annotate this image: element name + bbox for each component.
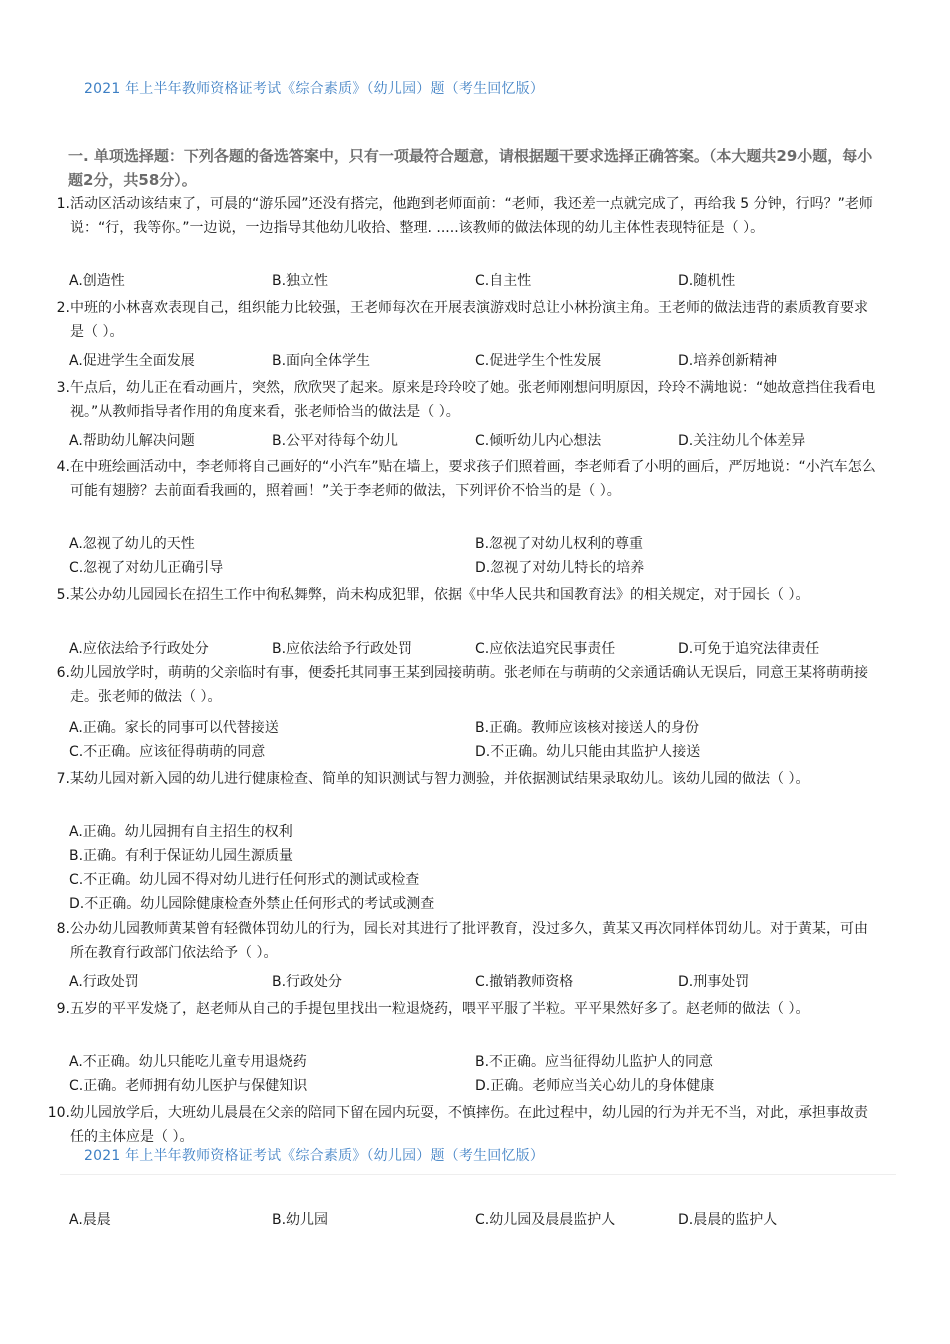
option-a[interactable]: A.忽视了幼儿的天性	[69, 536, 195, 552]
question-8	[52, 918, 878, 965]
option-b[interactable]: B.独立性	[272, 273, 329, 289]
question-number: 1.	[56, 196, 70, 212]
page-divider	[60, 1174, 896, 1175]
question-stem: 幼儿园放学后，大班幼儿晨晨在父亲的陪同下留在园内玩耍，不慎摔伤。在此过程中，幼儿园的行为并无不当，对此，承担事故责任的主体应是（ ）。	[70, 1105, 868, 1145]
question-4	[52, 456, 878, 503]
option-a[interactable]: A.正确。家长的同事可以代替接送	[69, 720, 279, 736]
question-3	[52, 377, 878, 424]
option-b[interactable]: B.公平对待每个幼儿	[272, 433, 399, 449]
option-d[interactable]: D.关注幼儿个体差异	[678, 433, 806, 449]
question-stem: 午点后，幼儿正在看动画片，突然，欣欣哭了起来。原来是玲玲咬了她。张老师刚想问明原因，玲玲不满地说：“她故意挡住我看电视。”从教师指导者作用的角度来看，张老师恰当的做法是（ ）。	[70, 380, 876, 420]
option-d[interactable]: D.培养创新精神	[678, 353, 778, 369]
option-c[interactable]: C.不正确。应该征得萌萌的同意	[69, 744, 266, 760]
option-a[interactable]: A.不正确。幼儿只能吃儿童专用退烧药	[69, 1054, 307, 1070]
question-number: 6.	[56, 665, 70, 681]
question-6	[52, 662, 878, 709]
option-b[interactable]: B.不正确。应当征得幼儿监护人的同意	[475, 1054, 714, 1070]
question-number: 10.	[47, 1105, 70, 1121]
option-d[interactable]: D.正确。老师应当关心幼儿的身体健康	[475, 1078, 715, 1094]
question-stem: 某公办幼儿园园长在招生工作中徇私舞弊，尚未构成犯罪，依据《中华人民共和国教育法》的相关规定，对于园长（ ）。	[70, 587, 810, 603]
option-a[interactable]: A.行政处罚	[69, 974, 139, 990]
option-c[interactable]: C.促进学生个性发展	[475, 353, 602, 369]
option-c[interactable]: C.倾听幼儿内心想法	[475, 433, 602, 449]
option-d[interactable]: D.不正确。幼儿园除健康检查外禁止任何形式的考试或测查	[69, 896, 435, 912]
option-c[interactable]: C.正确。老师拥有幼儿医护与保健知识	[69, 1078, 308, 1094]
question-stem: 公办幼儿园教师黄某曾有轻微体罚幼儿的行为，园长对其进行了批评教育，没过多久，黄某又再次同样体罚幼儿。对于黄某，可由所在教育行政部门依法给予（ ）。	[70, 921, 868, 961]
option-a[interactable]: A.应依法给予行政处分	[69, 641, 209, 657]
question-number: 8.	[56, 921, 70, 937]
option-a[interactable]: A.促进学生全面发展	[69, 353, 195, 369]
option-d[interactable]: D.晨晨的监护人	[678, 1212, 778, 1228]
question-number: 5.	[56, 587, 70, 603]
option-d[interactable]: D.随机性	[678, 273, 736, 289]
question-number: 4.	[56, 459, 70, 475]
question-stem: 某幼儿园对新入园的幼儿进行健康检查、简单的知识测试与智力测验，并依据测试结果录取幼儿。该幼儿园的做法（ ）。	[70, 771, 810, 787]
option-c[interactable]: C.应依法追究民事责任	[475, 641, 616, 657]
option-c[interactable]: C.不正确。幼儿园不得对幼儿进行任何形式的测试或检查	[69, 872, 420, 888]
question-stem: 五岁的平平发烧了，赵老师从自己的手提包里找出一粒退烧药，喂平平服了半粒。平平果然好多了。赵老师的做法（ ）。	[70, 1001, 810, 1017]
option-b[interactable]: B.忽视了对幼儿权利的尊重	[475, 536, 644, 552]
option-b[interactable]: B.行政处分	[272, 974, 343, 990]
question-stem: 活动区活动该结束了，可晨的“游乐园”还没有搭完，他跑到老师面前：“老师，我还差一点就完成了，再给我 5 分钟，行吗？”老师说：“行，我等你。”一边说，一边指导其他幼儿收拾、整理. .....该教师的做法体现的幼儿主体性表现特征是（ ）。	[70, 196, 873, 236]
question-5	[52, 584, 878, 608]
option-b[interactable]: B.面向全体学生	[272, 353, 371, 369]
option-d[interactable]: D.可免于追究法律责任	[678, 641, 820, 657]
question-number: 2.	[56, 300, 70, 316]
question-stem: 在中班绘画活动中，李老师将自己画好的“小汽车”贴在墙上，要求孩子们照着画，李老师看了小明的画后，严厉地说：“小汽车怎么可能有翅膀？去前面看我画的，照着画！”关于李老师的做法，下列评价不恰当的是（ ）。	[70, 459, 876, 499]
question-number: 9.	[56, 1001, 70, 1017]
option-d[interactable]: D.刑事处罚	[678, 974, 750, 990]
option-a[interactable]: A.帮助幼儿解决问题	[69, 433, 195, 449]
option-c[interactable]: C.忽视了对幼儿正确引导	[69, 560, 224, 576]
question-9	[52, 998, 878, 1022]
question-2	[52, 297, 878, 344]
page-header: 2021 年上半年教师资格证考试《综合素质》（幼儿园）题（考生回忆版）	[84, 81, 545, 97]
option-c[interactable]: C.撤销教师资格	[475, 974, 574, 990]
option-c[interactable]: C.自主性	[475, 273, 532, 289]
option-b[interactable]: B.幼儿园	[272, 1212, 329, 1228]
option-d[interactable]: D.不正确。幼儿只能由其监护人接送	[475, 744, 701, 760]
question-number: 3.	[56, 380, 70, 396]
option-c[interactable]: C.幼儿园及晨晨监护人	[475, 1212, 616, 1228]
option-d[interactable]: D.忽视了对幼儿特长的培养	[475, 560, 645, 576]
question-stem: 幼儿园放学时，萌萌的父亲临时有事，便委托其同事王某到园接萌萌。张老师在与萌萌的父亲通话确认无误后，同意王某将萌萌接走。张老师的做法（ ）。	[70, 665, 868, 705]
question-stem: 中班的小林喜欢表现自己，组织能力比较强，王老师每次在开展表演游戏时总让小林扮演主角。王老师的做法违背的素质教育要求是（ ）。	[70, 300, 868, 340]
question-1	[52, 193, 878, 240]
option-a[interactable]: A.创造性	[69, 273, 125, 289]
question-number: 7.	[56, 771, 70, 787]
option-b[interactable]: B.正确。有利于保证幼儿园生源质量	[69, 848, 294, 864]
option-b[interactable]: B.应依法给予行政处罚	[272, 641, 413, 657]
question-10	[47, 1102, 878, 1149]
option-b[interactable]: B.正确。教师应该核对接送人的身份	[475, 720, 700, 736]
section-title: 一. 单项选择题：下列各题的备选答案中，只有一项最符合题意，请根据题干要求选择正确答案。（本大题共29小题，每小题2分，共58分）。	[68, 147, 873, 189]
page-header-repeat: 2021 年上半年教师资格证考试《综合素质》（幼儿园）题（考生回忆版）	[84, 1148, 545, 1164]
option-a[interactable]: A.正确。幼儿园拥有自主招生的权利	[69, 824, 293, 840]
question-7	[52, 768, 878, 792]
option-a[interactable]: A.晨晨	[69, 1212, 111, 1228]
